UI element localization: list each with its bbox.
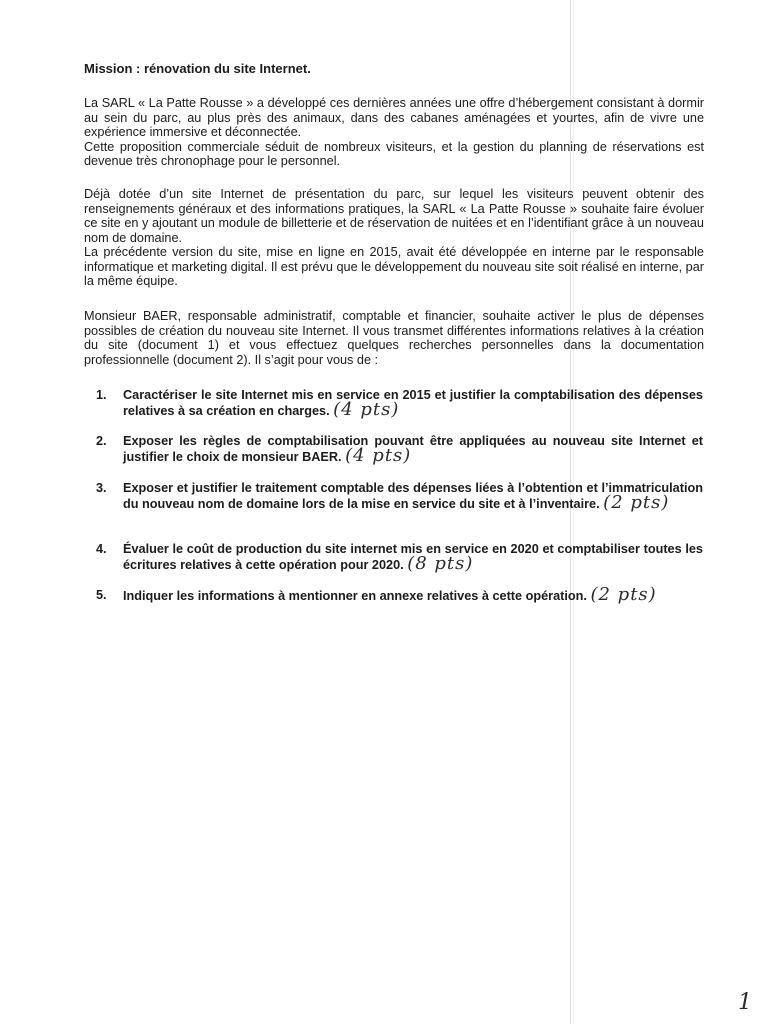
paragraph-line: Monsieur BAER, responsable administratif, comptable et financier, souhaite activer le plus de dépenses possibles de création du nouveau site Internet. Il vous transmet différentes informations relatives à la création du site (document 1) et vous effectuez quelques recherches personnelles dans la documentation professionnelle (document 2). Il s’agit pour vous de : [84, 309, 704, 367]
question-text: Indiquer les informations à mentionner en annexe relatives à cette opération. [123, 589, 587, 603]
question-body [123, 542, 703, 572]
handwritten-points-note: (4 pts) [345, 444, 412, 466]
paragraph-line: Cette proposition commerciale séduit de nombreux visiteurs, et la gestion du planning de réservations est devenue très chronophage pour le personnel. [84, 139, 704, 168]
question-text: Exposer les règles de comptabilisation pouvant être appliquées au nouveau site Internet et justifier le choix de monsieur BAER. [123, 434, 703, 464]
handwritten-points-note: (8 pts) [407, 552, 474, 574]
question-number: 3. [96, 481, 107, 495]
paragraph-instructions [84, 309, 704, 367]
handwritten-points-note: (2 pts) [590, 584, 657, 605]
paragraph-line: La précédente version du site, mise en ligne en 2015, avait été développée en interne par le responsable informatique et marketing digital. Il est prévu que le développement du nouveau site soit réalisé en interne, par la même équipe. [84, 245, 704, 288]
question-text: Exposer et justifier le traitement comptable des dépenses liées à l’obtention et l’immatriculation du nouveau nom de domaine lors de la mise en service du site et à l’inventaire. [123, 481, 703, 511]
handwritten-points-note: (4 pts) [333, 398, 400, 420]
question-text: Évaluer le coût de production du site internet mis en service en 2020 et comptabiliser toutes les écritures relatives à cette opération pour 2020. [123, 542, 703, 572]
question-body [123, 584, 703, 605]
question-text: Caractériser le site Internet mis en service en 2015 et justifier la comptabilisation des dépenses relatives à sa création en charges. [123, 388, 703, 418]
question-body [123, 388, 703, 418]
paragraph-offer [84, 96, 704, 169]
mission-title: Mission : rénovation du site Internet. [84, 61, 311, 76]
handwritten-points-note: (2 pts) [603, 491, 670, 513]
paragraph-line: La SARL « La Patte Rousse » a développé ces dernières années une offre d’hébergement consistant à dormir au sein du parc, au plus près des animaux, dans des cabanes aménagées et yourtes, afin de vivre une expérience immersive et déconnectée. [84, 96, 704, 139]
question-body [123, 481, 703, 511]
handwritten-page-number: 1 [738, 989, 752, 1015]
question-number: 2. [96, 434, 107, 448]
paragraph-line: Déjà dotée d’un site Internet de présentation du parc, sur lequel les visiteurs peuvent obtenir des renseignements généraux et des informations pratiques, la SARL « La Patte Rousse » souhaite faire évoluer ce site en y ajoutant un module de billetterie et de réservation de nuitées et en l’identifiant grâce à un nouveau nom de domaine. [84, 187, 704, 245]
paragraph-website [84, 187, 704, 289]
question-number: 1. [96, 388, 107, 402]
question-number: 4. [96, 542, 107, 556]
question-body [123, 434, 703, 464]
question-number: 5. [96, 588, 107, 602]
